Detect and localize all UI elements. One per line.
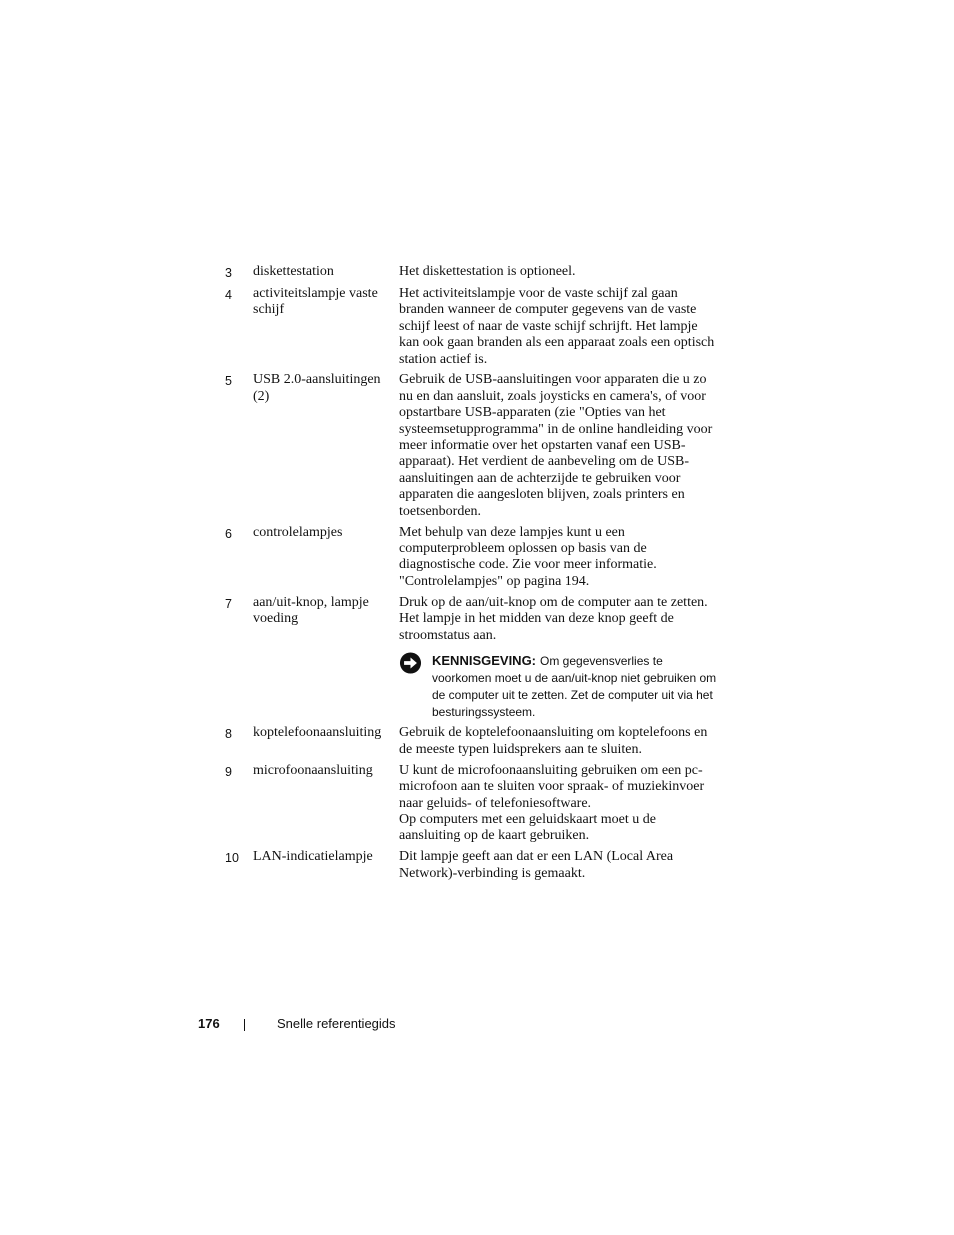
item-description: [399, 725, 720, 758]
footer-section-title: Snelle referentiegids: [277, 1016, 396, 1031]
page-footer: [198, 1015, 396, 1033]
item-number: 6: [225, 526, 232, 541]
description-paragraph: Dit lampje geeft aan dat er een LAN (Local Area Network)-verbinding is gemaakt.: [399, 849, 674, 881]
item-number: 4: [225, 287, 232, 302]
item-description: [399, 763, 720, 845]
item-number: 3: [225, 266, 232, 280]
item-term: USB 2.0-aansluitingen (2): [253, 372, 381, 404]
item-description: [399, 264, 720, 280]
item-description: [399, 525, 720, 591]
item-description: [399, 286, 720, 368]
table-row: [225, 372, 720, 520]
item-term: LAN-indicatielampje: [253, 849, 373, 865]
page-number: 176: [198, 1016, 220, 1031]
component-table: [225, 264, 720, 887]
table-row: [225, 849, 720, 882]
table-row: [225, 286, 720, 368]
item-term: koptelefoonaansluiting: [253, 725, 382, 741]
item-description: [399, 595, 720, 721]
item-term: activiteitslampje vaste schijf: [253, 285, 378, 318]
item-term: microfoonaansluiting: [253, 762, 373, 778]
item-term: aan/uit-knop, lampje voeding: [253, 594, 369, 627]
item-number: 9: [225, 764, 232, 779]
table-row: [225, 595, 720, 721]
footer-divider: [244, 1019, 245, 1031]
description-paragraph: Gebruik de koptelefoonaansluiting om koptelefoons en de meeste typen luidsprekers aan te sluiten.: [399, 725, 708, 757]
description-paragraph: U kunt de microfoonaansluiting gebruiken om een pc-microfoon aan te sluiten voor spraak- of muziekinvoer naar geluids- of telefoniesoftware.: [399, 762, 705, 811]
notice-body: Om gegevensverlies te voorkomen moet u de aan/uit-knop niet gebruiken om de computer uit te zetten. Zet de computer uit via het besturingssysteem.: [432, 653, 717, 719]
item-description: [399, 372, 720, 520]
notice-text: [432, 652, 717, 721]
description-paragraph: Druk op de aan/uit-knop om de computer aan te zetten. Het lampje in het midden van deze knop geeft de stroomstatus aan.: [399, 594, 708, 643]
description-paragraph: Gebruik de USB-aansluitingen voor apparaten die u zo nu en dan aansluit, zoals joysticks en camera's, of voor opstartbare USB-apparaten (zie "Opties van het systeemsetupprogramma" in de online handleiding voor meer informatie over het opstarten vanaf een USB-apparaat). Het verdient de aanbeveling om de USB-aansluitingen aan de achterzijde te gebruiken voor apparaten die aangesloten blijven, zoals printers en toetsenborden.: [399, 372, 713, 519]
item-number: 8: [225, 727, 232, 742]
item-term: diskettestation: [253, 264, 334, 279]
table-row: [225, 763, 720, 845]
description-paragraph: Met behulp van deze lampjes kunt u een computerprobleem oplossen op basis van de diagnostische code. Zie voor meer informatie. "Controlelampjes" op pagina 194.: [399, 524, 657, 589]
description-paragraph: Op computers met een geluidskaart moet u de aansluiting op de kaart gebruiken.: [399, 811, 656, 844]
item-number: 10: [225, 851, 239, 866]
table-row: [225, 525, 720, 591]
item-number: 7: [225, 596, 232, 611]
description-paragraph: Het diskettestation is optioneel.: [399, 264, 576, 279]
notice-label: KENNISGEVING:: [432, 652, 537, 668]
item-description: [399, 849, 720, 882]
notice-arrow-icon: [399, 652, 422, 674]
notice-box: [399, 652, 720, 721]
item-number: 5: [225, 374, 232, 389]
description-paragraph: Het activiteitslampje voor de vaste schijf zal gaan branden wanneer de computer gegevens van de vaste schijf leest of naar de vaste schijf schrijft. Het lampje kan ook gaan branden als een apparaat zoals een optisch station actief is.: [399, 285, 715, 367]
table-row: [225, 264, 720, 281]
item-term: controlelampjes: [253, 524, 343, 540]
table-row: [225, 725, 720, 758]
